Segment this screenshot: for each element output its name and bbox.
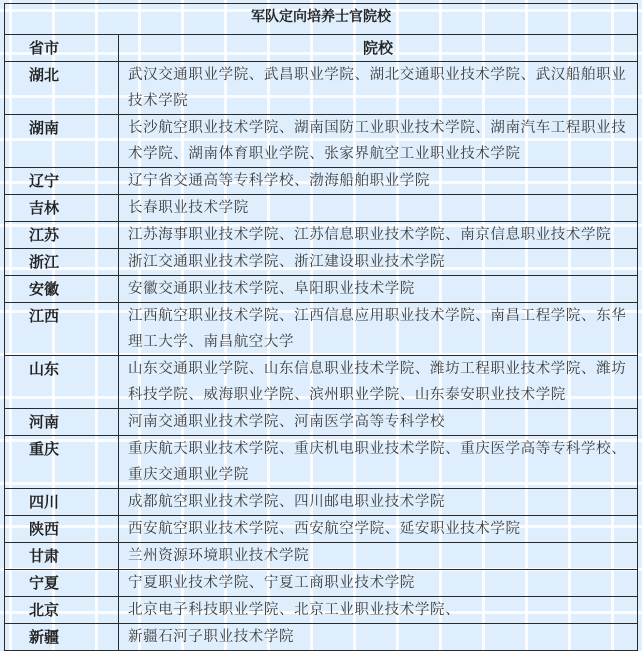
- schools-cell: 江西航空职业技术学院、江西信息应用职业技术学院、南昌工程学院、东华理工大学、南昌航空大学: [119, 303, 638, 356]
- province-cell: 江西: [5, 303, 119, 356]
- province-cell: 陕西: [5, 516, 119, 543]
- table-row: [5, 249, 638, 276]
- table-row: [5, 489, 638, 516]
- schools-cell: 武汉交通职业学院、武昌职业学院、湖北交通职业技术学院、武汉船舶职业技术学院: [119, 62, 638, 115]
- province-cell: 辽宁: [5, 168, 119, 195]
- schools-cell: 重庆航天职业技术学院、重庆机电职业技术学院、重庆医学高等专科学校、重庆交通职业学院: [119, 436, 638, 489]
- table-title: 军队定向培养士官院校: [5, 4, 638, 35]
- province-cell: 北京: [5, 597, 119, 624]
- schools-cell: 新疆石河子职业技术学院: [119, 624, 638, 651]
- schools-table: [4, 3, 638, 651]
- table-row: [5, 222, 638, 249]
- table-row: [5, 356, 638, 409]
- province-cell: 河南: [5, 409, 119, 436]
- schools-cell: 西安航空职业技术学院、西安航空学院、延安职业技术学院: [119, 516, 638, 543]
- province-cell: 重庆: [5, 436, 119, 489]
- table-title-row: [5, 4, 638, 35]
- province-cell: 吉林: [5, 195, 119, 222]
- table-row: [5, 409, 638, 436]
- table-row: [5, 195, 638, 222]
- province-cell: 浙江: [5, 249, 119, 276]
- table-row: [5, 62, 638, 115]
- table-row: [5, 597, 638, 624]
- province-cell: 四川: [5, 489, 119, 516]
- schools-cell: 辽宁省交通高等专科学校、渤海船舶职业学院: [119, 168, 638, 195]
- table-row: [5, 624, 638, 651]
- table-row: [5, 276, 638, 303]
- schools-cell: 浙江交通职业技术学院、浙江建设职业技术学院: [119, 249, 638, 276]
- province-cell: 山东: [5, 356, 119, 409]
- schools-cell: 长春职业技术学院: [119, 195, 638, 222]
- province-cell: 新疆: [5, 624, 119, 651]
- schools-cell: 长沙航空职业技术学院、湖南国防工业职业技术学院、湖南汽车工程职业技术学院、湖南体育职业学院、张家界航空工业职业技术学院: [119, 115, 638, 168]
- table-row: [5, 516, 638, 543]
- header-schools: 院校: [119, 35, 638, 62]
- schools-cell: 兰州资源环境职业技术学院: [119, 543, 638, 570]
- table-header-row: [5, 35, 638, 62]
- schools-cell: 北京电子科技职业学院、北京工业职业技术学院、: [119, 597, 638, 624]
- table-row: [5, 570, 638, 597]
- province-cell: 甘肃: [5, 543, 119, 570]
- table-row: [5, 543, 638, 570]
- province-cell: 江苏: [5, 222, 119, 249]
- province-cell: 湖南: [5, 115, 119, 168]
- schools-cell: 江苏海事职业技术学院、江苏信息职业技术学院、南京信息职业技术学院: [119, 222, 638, 249]
- province-cell: 安徽: [5, 276, 119, 303]
- header-province: 省市: [5, 35, 119, 62]
- schools-cell: 安徽交通职业技术学院、阜阳职业技术学院: [119, 276, 638, 303]
- province-cell: 湖北: [5, 62, 119, 115]
- table-row: [5, 115, 638, 168]
- schools-cell: 成都航空职业技术学院、四川邮电职业技术学院: [119, 489, 638, 516]
- schools-cell: 河南交通职业技术学院、河南医学高等专科学校: [119, 409, 638, 436]
- table-row: [5, 436, 638, 489]
- schools-cell: 山东交通职业学院、山东信息职业技术学院、潍坊工程职业技术学院、潍坊科技学院、威海职业学院、滨州职业学院、山东泰安职业技术学院: [119, 356, 638, 409]
- province-cell: 宁夏: [5, 570, 119, 597]
- table-row: [5, 303, 638, 356]
- table-row: [5, 168, 638, 195]
- schools-cell: 宁夏职业技术学院、宁夏工商职业技术学院: [119, 570, 638, 597]
